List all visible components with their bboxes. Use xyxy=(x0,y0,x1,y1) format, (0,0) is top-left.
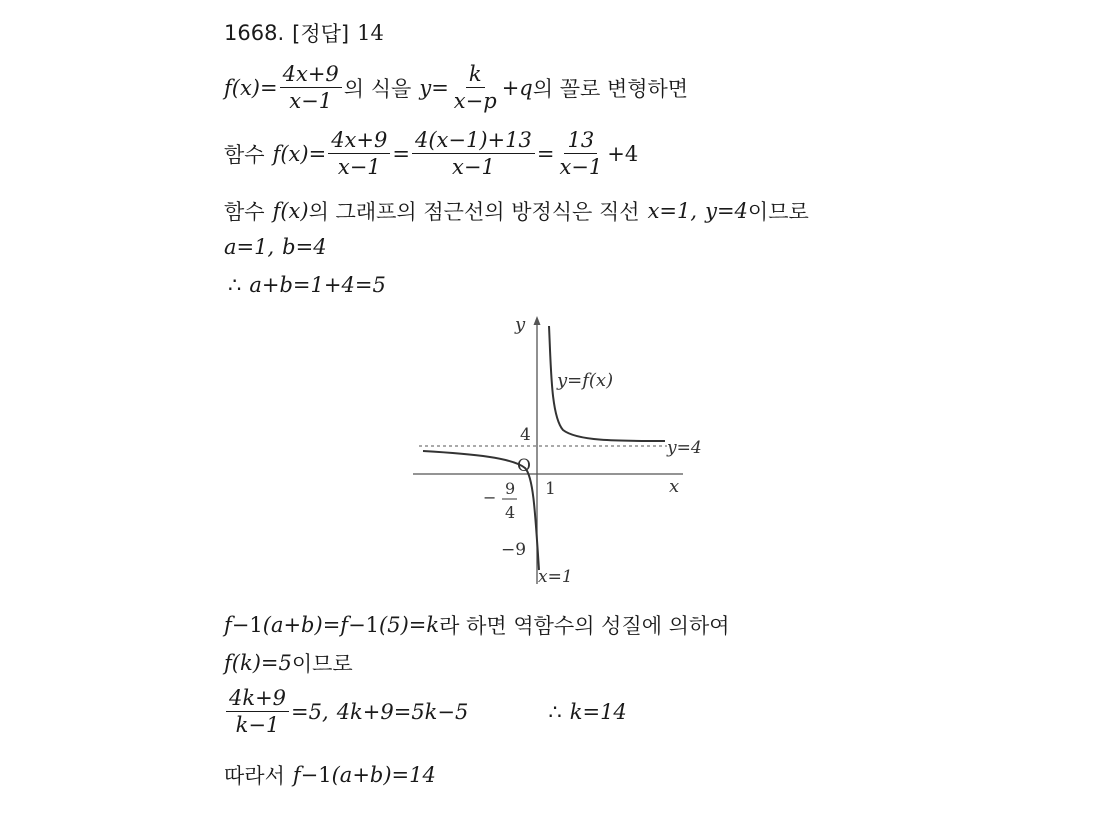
step-transform-form xyxy=(224,62,688,113)
fraction-numerator: 4x+9 xyxy=(328,128,390,154)
answer-tag: [정답] xyxy=(292,22,350,46)
neg-fraction-denominator: 4 xyxy=(505,503,516,522)
linear-equation: 4k+9=5k−5 xyxy=(336,699,469,724)
inverse-exponent: −1 xyxy=(231,613,263,637)
step1-text-a: 의 식을 xyxy=(343,76,412,101)
inverse-arg-ab: (a+b)= xyxy=(262,613,341,637)
step-sum-ab xyxy=(224,273,386,297)
fraction-numerator: 4(x−1)+13 xyxy=(412,128,535,154)
horizontal-asymptote-label: y=4 xyxy=(667,438,702,458)
vertical-asymptote-label: x=1 xyxy=(538,567,573,587)
fraction-k-equation xyxy=(226,686,289,737)
fx-lhs: f(x)= xyxy=(272,141,327,166)
function-graph xyxy=(405,308,725,590)
y-axis-arrow-icon xyxy=(534,316,541,325)
plus-four: +4 xyxy=(607,141,639,166)
problem-number: 1668. xyxy=(224,21,285,45)
answer-value: 14 xyxy=(357,21,384,45)
step7-suffix: 이므로 xyxy=(291,652,353,676)
tick-neg9-label: −9 xyxy=(501,540,527,560)
origin-label: O xyxy=(517,456,531,476)
inverse-exponent: −1 xyxy=(300,763,332,787)
step-fk xyxy=(224,648,353,678)
asymptote-y: y=4 xyxy=(705,199,748,223)
equals: = xyxy=(536,141,555,166)
fraction-denominator: x−1 xyxy=(289,89,333,114)
step2-label: 함수 xyxy=(224,142,265,167)
step6-text: 라 하면 역함수의 성질에 의하여 xyxy=(439,614,730,638)
neg-fraction-numerator: 9 xyxy=(505,479,516,498)
fx-lhs: f(x)= xyxy=(224,75,278,100)
fraction-1 xyxy=(328,128,390,179)
asymptote-x: x=1, xyxy=(647,199,698,223)
plus-q: +q xyxy=(501,75,533,100)
f-inverse-symbol: f xyxy=(224,613,232,637)
therefore-symbol: ∴ xyxy=(548,699,562,724)
fraction-fx xyxy=(280,62,342,113)
curve-label: y=f(x) xyxy=(557,370,614,391)
b-value: b=4 xyxy=(282,235,327,259)
x-axis-label: x xyxy=(669,476,680,497)
fraction-denominator: x−1 xyxy=(452,155,495,180)
fraction-2 xyxy=(412,128,535,179)
fraction-k xyxy=(451,62,500,113)
tick-1-label: 1 xyxy=(545,479,556,499)
step-asymptotes xyxy=(224,196,809,226)
step1-text-b: 의 꼴로 변형하면 xyxy=(532,76,689,101)
fraction-denominator: x−p xyxy=(453,89,497,114)
therefore-symbol: ∴ xyxy=(228,273,242,297)
step-solve-k xyxy=(224,686,627,737)
equals: = xyxy=(392,141,410,166)
fraction-denominator: x−1 xyxy=(337,155,381,180)
neg-fraction-minus: − xyxy=(483,488,497,507)
tick-4-label: 4 xyxy=(520,425,531,445)
fx: f(x) xyxy=(272,199,309,223)
step3-text: 의 그래프의 점근선의 방정식은 직선 xyxy=(308,200,640,224)
fraction-numerator: k xyxy=(466,62,485,88)
conclusion-label: 따라서 xyxy=(224,764,285,788)
fraction-3 xyxy=(556,128,605,179)
a-value: a=1, xyxy=(224,235,275,259)
fraction-numerator: 13 xyxy=(564,128,597,154)
step3-label: 함수 xyxy=(224,200,265,224)
f-inverse-symbol: f xyxy=(292,763,301,787)
f-inverse-symbol: f xyxy=(340,613,349,637)
inverse-exponent: −1 xyxy=(348,613,380,637)
y-axis-label: y xyxy=(515,314,526,335)
k-result: k=14 xyxy=(569,699,627,724)
step3-suffix: 이므로 xyxy=(747,200,809,224)
fraction-numerator: 4x+9 xyxy=(280,62,342,88)
sum-expression: a+b=1+4=5 xyxy=(249,273,386,297)
step-conclusion xyxy=(224,760,436,790)
fraction-denominator: x−1 xyxy=(559,155,603,180)
answer-header xyxy=(224,18,384,48)
equals-five: =5, xyxy=(291,699,329,724)
fraction-numerator: 4k+9 xyxy=(226,686,289,712)
fk-expression: f(k)=5 xyxy=(224,651,292,675)
fraction-denominator: k−1 xyxy=(235,713,280,738)
inverse-arg-5: (5)=k xyxy=(379,613,440,637)
step-inverse-function xyxy=(224,610,730,640)
step-values-ab xyxy=(224,235,327,259)
step-rewrite-function xyxy=(224,128,638,179)
final-expression: (a+b)=14 xyxy=(331,763,436,787)
y-eq: y= xyxy=(419,75,449,100)
